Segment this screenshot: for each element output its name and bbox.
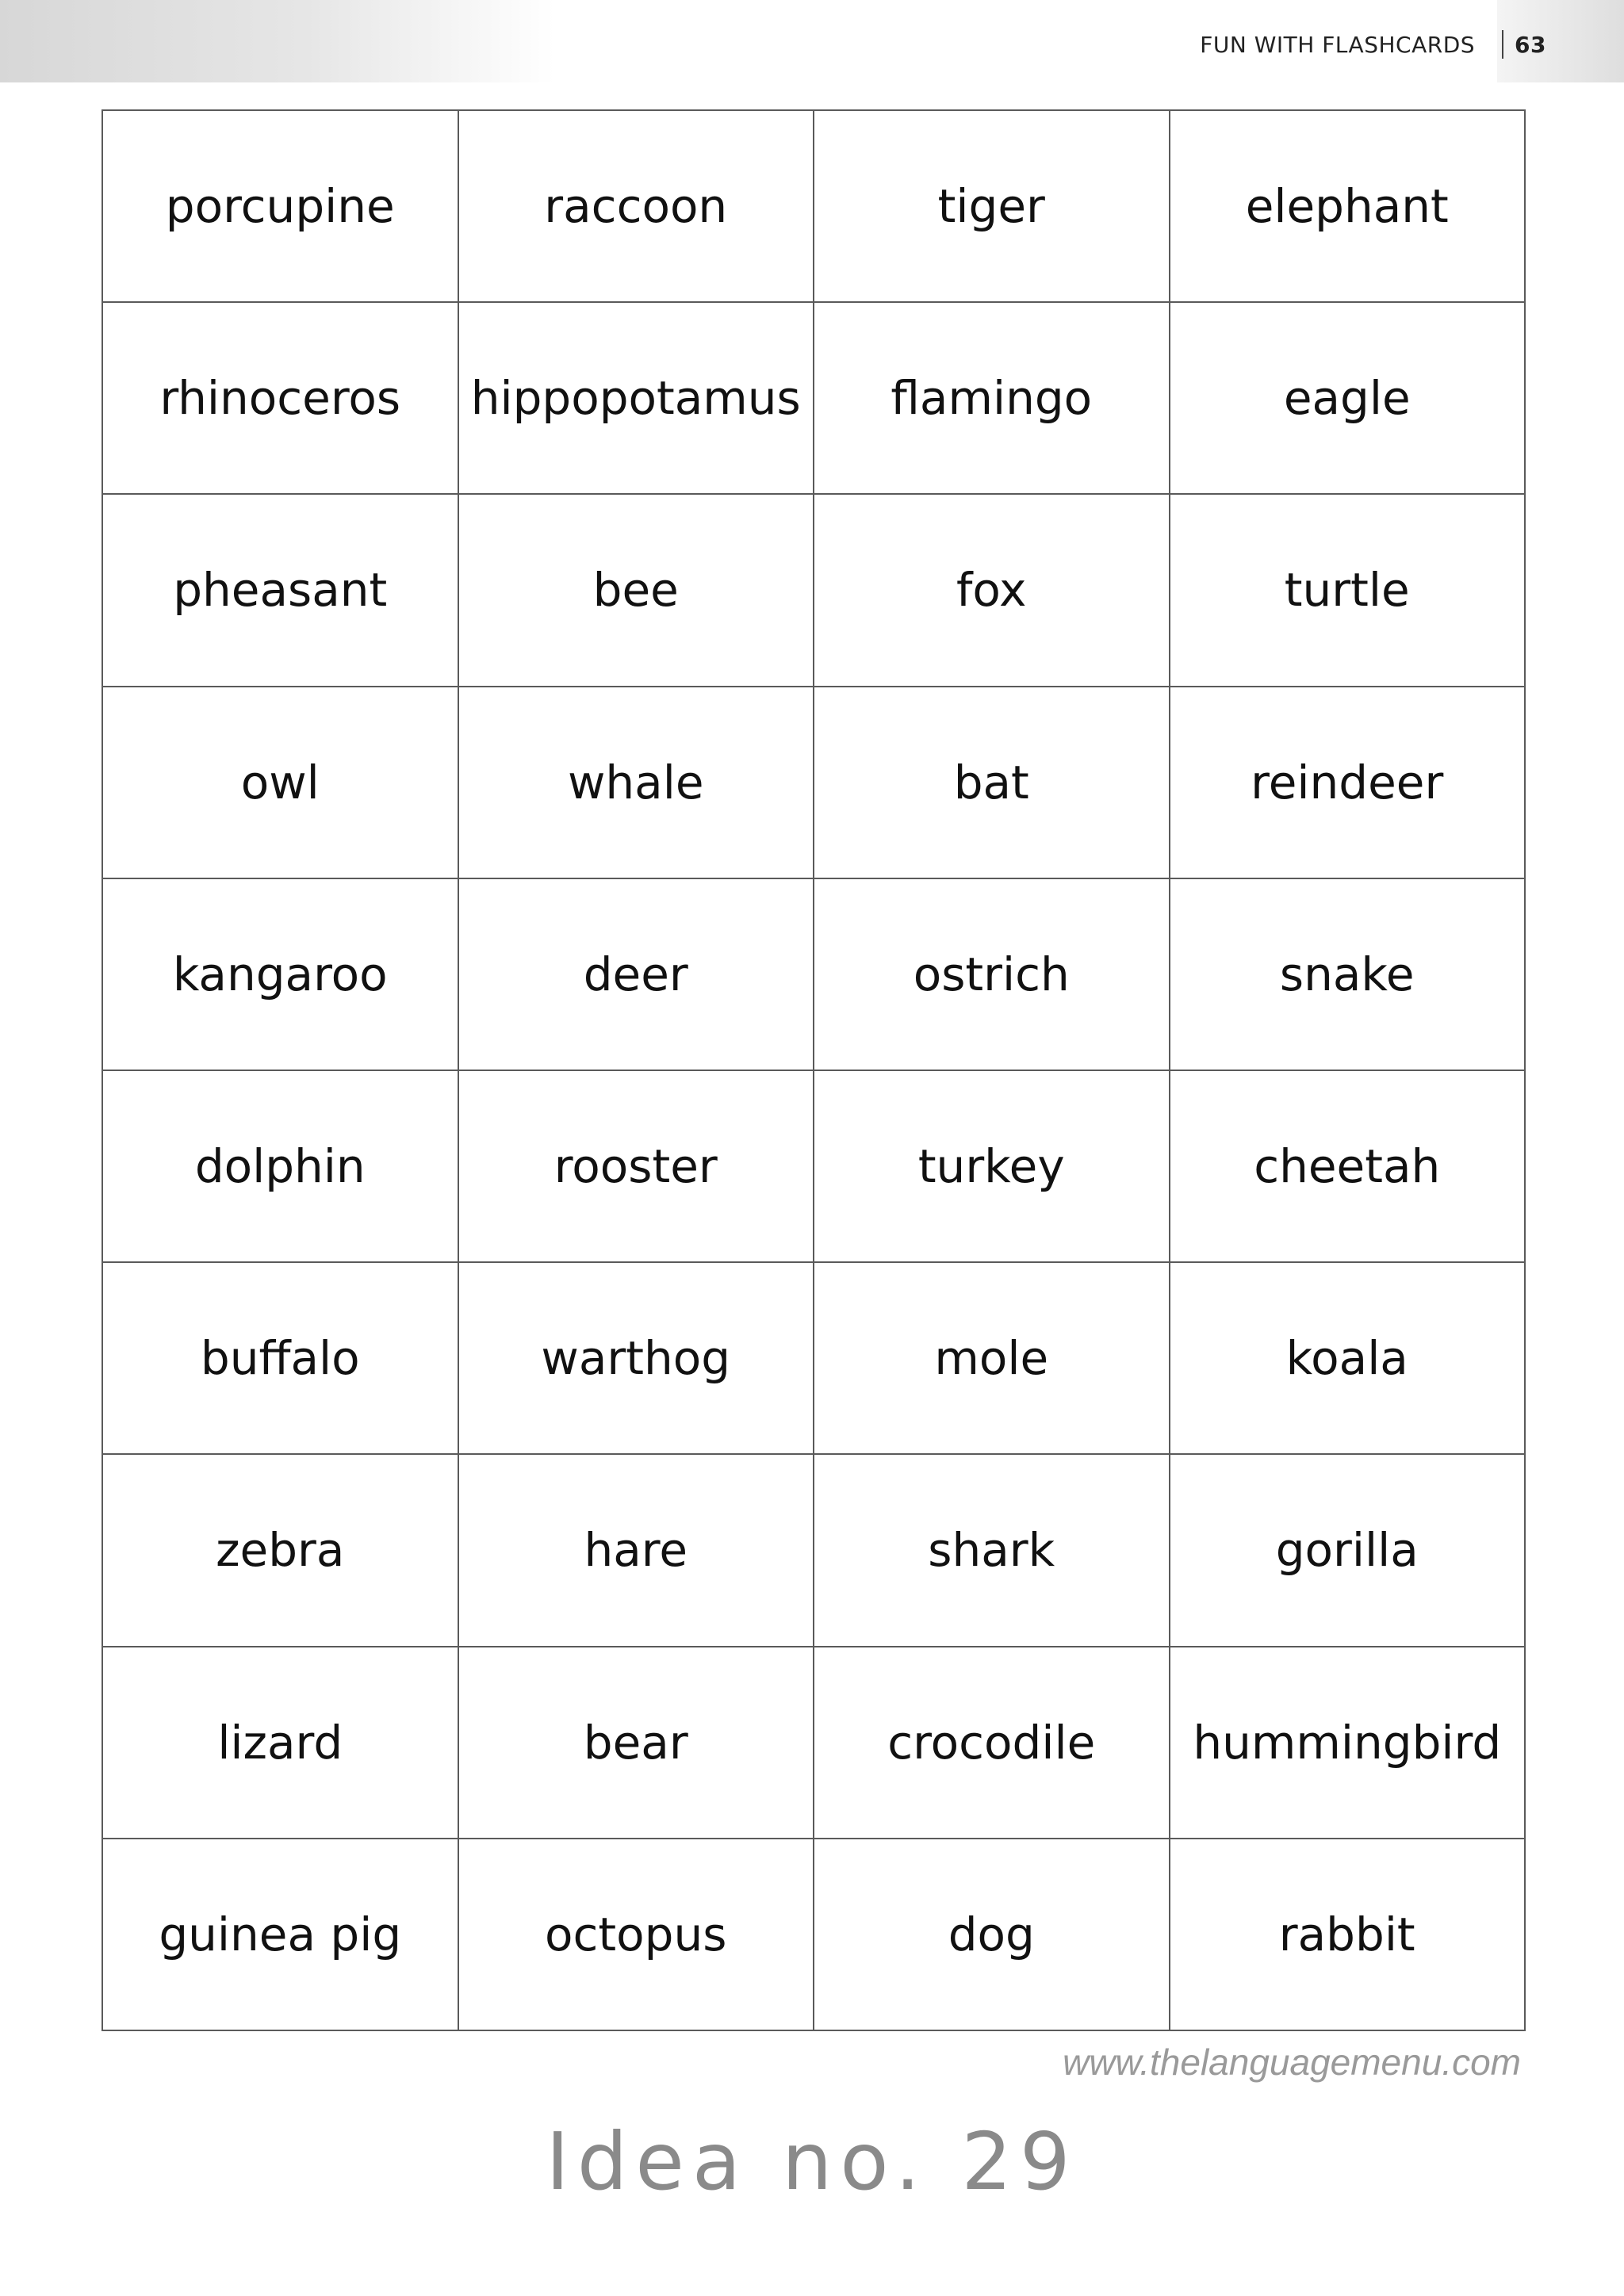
flashcard: buffalo — [103, 1263, 459, 1455]
flashcard: kangaroo — [103, 879, 459, 1071]
idea-title: Idea no. 29 — [546, 2115, 1078, 2208]
flashcard: rhinoceros — [103, 303, 459, 495]
header-divider — [1502, 30, 1503, 59]
flashcard: whale — [459, 687, 815, 879]
flashcard: hummingbird — [1170, 1647, 1526, 1839]
flashcard: shark — [814, 1455, 1170, 1647]
flashcard: flamingo — [814, 303, 1170, 495]
flashcard: ostrich — [814, 879, 1170, 1071]
flashcard: octopus — [459, 1839, 815, 2031]
flashcard: porcupine — [103, 111, 459, 303]
flashcard: raccoon — [459, 111, 815, 303]
flashcard: bear — [459, 1647, 815, 1839]
flashcard: reindeer — [1170, 687, 1526, 879]
page-header — [1200, 30, 1546, 59]
flashcard: tiger — [814, 111, 1170, 303]
flashcard: rooster — [459, 1071, 815, 1263]
flashcard: guinea pig — [103, 1839, 459, 2031]
flashcard: gorilla — [1170, 1455, 1526, 1647]
flashcard-grid — [102, 109, 1526, 2031]
flashcard: cheetah — [1170, 1071, 1526, 1263]
flashcard: crocodile — [814, 1647, 1170, 1839]
flashcard: dog — [814, 1839, 1170, 2031]
flashcard: turtle — [1170, 495, 1526, 687]
book-title: FUN WITH FLASHCARDS — [1200, 31, 1476, 58]
flashcard: dolphin — [103, 1071, 459, 1263]
flashcard: hippopotamus — [459, 303, 815, 495]
flashcard: eagle — [1170, 303, 1526, 495]
flashcard: bee — [459, 495, 815, 687]
flashcard: deer — [459, 879, 815, 1071]
page-number: 63 — [1515, 31, 1546, 58]
header-band — [0, 0, 555, 82]
flashcard: elephant — [1170, 111, 1526, 303]
flashcard: snake — [1170, 879, 1526, 1071]
flashcard: fox — [814, 495, 1170, 687]
flashcard: lizard — [103, 1647, 459, 1839]
flashcard: warthog — [459, 1263, 815, 1455]
flashcard: rabbit — [1170, 1839, 1526, 2031]
flashcard: bat — [814, 687, 1170, 879]
flashcard: koala — [1170, 1263, 1526, 1455]
website-url: www.thelanguagemenu.com — [1063, 2042, 1521, 2083]
flashcard: owl — [103, 687, 459, 879]
flashcard: hare — [459, 1455, 815, 1647]
flashcard: turkey — [814, 1071, 1170, 1263]
flashcard: zebra — [103, 1455, 459, 1647]
flashcard: pheasant — [103, 495, 459, 687]
flashcard: mole — [814, 1263, 1170, 1455]
